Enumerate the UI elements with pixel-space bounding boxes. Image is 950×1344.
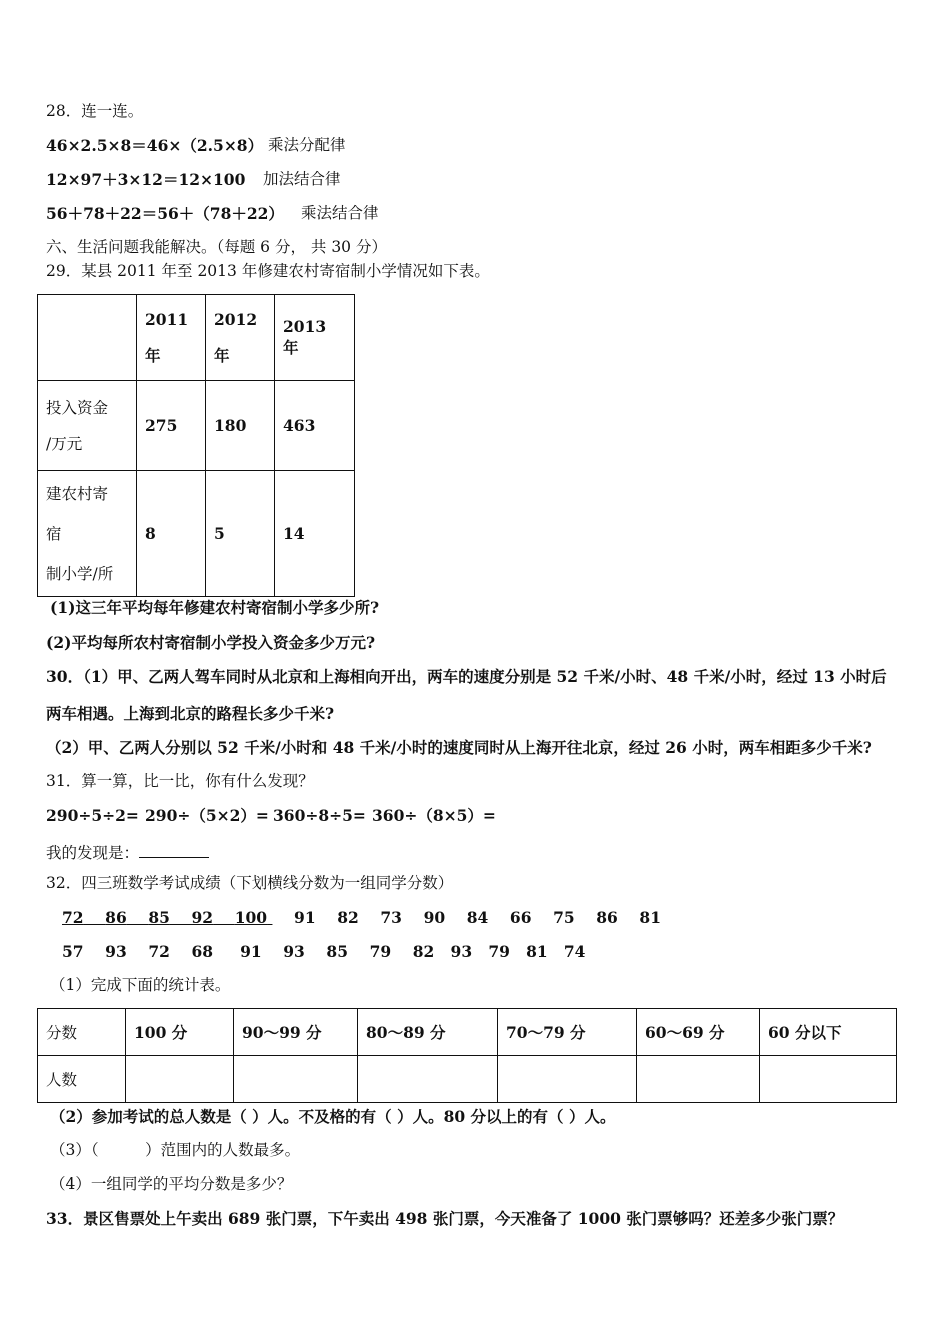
q33-text: 33．景区售票处上午卖出 689 张门票，下午卖出 498 张门票，今天准备了 1000 张门票够吗？还差多少张门票？ — [46, 1209, 844, 1228]
q28-law-3: 乘法结合律 — [301, 204, 379, 222]
stat-count-80-89[interactable] — [358, 1056, 498, 1103]
q29-table — [37, 294, 355, 597]
q30-line3: （2）甲、乙两人分别以 52 千米/小时和 48 千米/小时的速度同时从上海开往北京，经过 26 小时，两车相距多少千米? — [46, 738, 872, 757]
q32-scores-row2: 57 93 72 68 91 93 85 79 82 93 79 81 74 — [62, 942, 586, 961]
q30-line1: 30．（1）甲、乙两人驾车同时从北京和上海相向开出，两车的速度分别是 52 千米/小时、48 千米/小时，经过 13 小时后 — [46, 667, 887, 686]
stat-count-60-69[interactable] — [637, 1056, 760, 1103]
q29-row1-label: 投入资金 /万元 — [38, 381, 137, 471]
q31-finding: 我的发现是： — [46, 843, 209, 862]
q28-expr-2: 12×97＋3×12＝12×100 — [46, 170, 246, 189]
q28-expr-3: 56＋78＋22＝56＋（78＋22） — [46, 204, 284, 223]
q30-line2: 两车相遇。上海到北京的路程长多少千米? — [46, 704, 335, 723]
q32-stat-table — [37, 1008, 897, 1103]
q28-expr-1: 46×2.5×8＝46×（2.5×8） — [46, 136, 264, 155]
q32-sub2: （2）参加考试的总人数是（ ）人。不及格的有（ ）人。80 分以上的有（ ）人。 — [50, 1107, 616, 1126]
stat-count-below-60[interactable] — [760, 1056, 897, 1103]
q31-answer-blank[interactable] — [139, 843, 209, 858]
q31-expr-4: 360÷（8×5）= — [372, 806, 496, 825]
q29-row2-2011: 8 — [137, 471, 206, 597]
stat-count-100[interactable] — [126, 1056, 234, 1103]
q31-expr-3: 360÷8÷5= — [273, 806, 366, 825]
q31-expr-1: 290÷5÷2= — [46, 806, 139, 825]
q29-row2-2013: 14 — [275, 471, 355, 597]
q32-scores-row1: 72 86 85 92 100 91 82 73 90 84 66 75 86 81 — [62, 908, 661, 927]
q29-header-2011: 2011 年 — [137, 295, 206, 381]
q29-sub1: (1)这三年平均每年修建农村寄宿制小学多少所? — [50, 598, 380, 617]
stat-header-100: 100 分 — [126, 1009, 234, 1056]
q32-sub1: （1）完成下面的统计表。 — [50, 976, 231, 994]
q31-expr-2: 290÷（5×2）= — [145, 806, 269, 825]
stat-count-90-99[interactable] — [234, 1056, 358, 1103]
q28-title: 28．连一连。 — [46, 102, 144, 120]
stat-row-count-label: 人数 — [38, 1056, 126, 1103]
q29-header-2013: 2013 年 — [275, 295, 355, 381]
stat-header-90-99: 90～99 分 — [234, 1009, 358, 1056]
q29-sub2: (2)平均每所农村寄宿制小学投入资金多少万元? — [46, 633, 376, 652]
q28-law-1: 乘法分配律 — [268, 136, 346, 154]
q29-header-empty — [38, 295, 137, 381]
stat-count-70-79[interactable] — [498, 1056, 637, 1103]
q29-row1-2012: 180 — [206, 381, 275, 471]
q31-title: 31．算一算，比一比，你有什么发现？ — [46, 772, 314, 790]
stat-header-80-89: 80～89 分 — [358, 1009, 498, 1056]
stat-header-below-60: 60 分以下 — [760, 1009, 897, 1056]
q32-title: 32．四三班数学考试成绩（下划横线分数为一组同学分数） — [46, 874, 454, 892]
q28-law-2: 加法结合律 — [263, 170, 341, 188]
q32-underlined-group: 72 86 85 92 100 — [62, 908, 268, 927]
q29-title: 29．某县 2011 年至 2013 年修建农村寄宿制小学情况如下表。 — [46, 262, 490, 280]
stat-header-70-79: 70～79 分 — [498, 1009, 637, 1056]
stat-header-score: 分数 — [38, 1009, 126, 1056]
q29-row1-2011: 275 — [137, 381, 206, 471]
q32-sub4: （4）一组同学的平均分数是多少？ — [50, 1175, 293, 1193]
section-6-heading: 六、生活问题我能解决。（每题 6 分， 共 30 分） — [46, 238, 387, 256]
q29-row2-2012: 5 — [206, 471, 275, 597]
q29-row2-label: 建农村寄 宿 制小学/所 — [38, 471, 137, 597]
q29-row1-2013: 463 — [275, 381, 355, 471]
q32-sub3: （3）（ ）范围内的人数最多。 — [50, 1141, 301, 1159]
q29-header-2012: 2012 年 — [206, 295, 275, 381]
stat-header-60-69: 60～69 分 — [637, 1009, 760, 1056]
